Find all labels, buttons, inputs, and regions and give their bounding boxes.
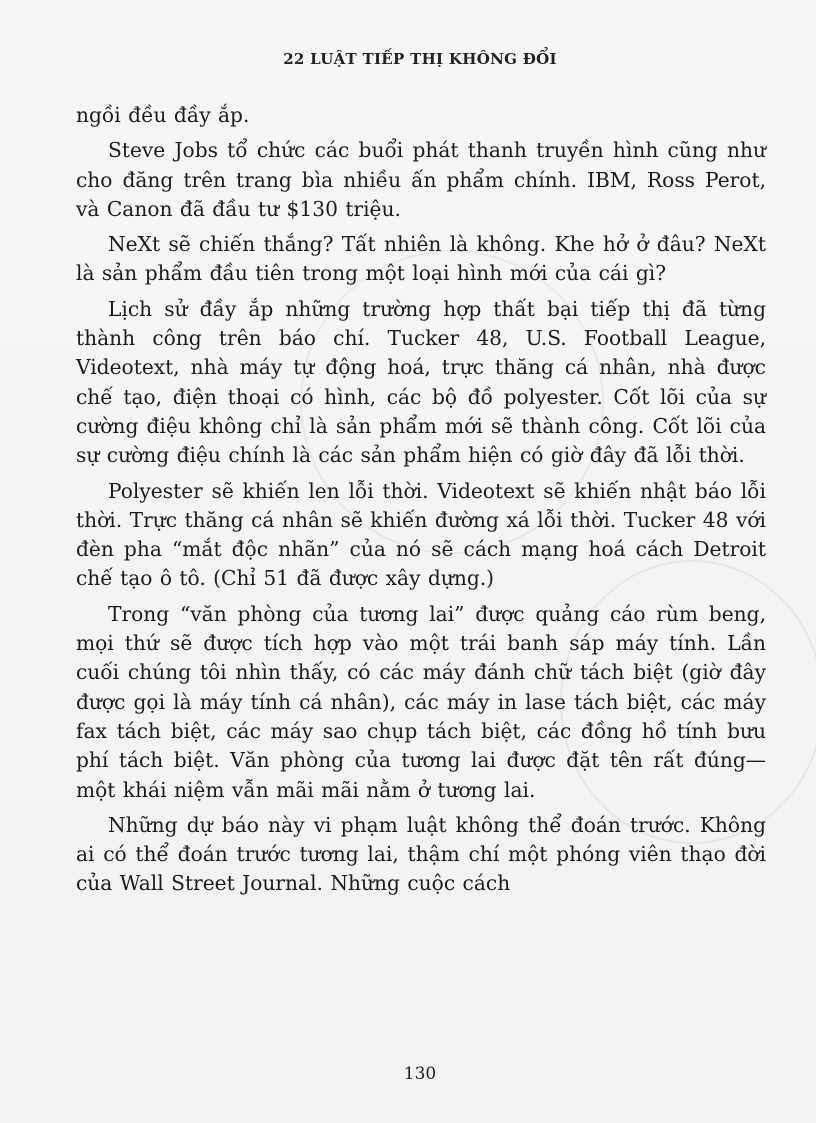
paragraph: Steve Jobs tổ chức các buổi phát thanh truyền hình cũng như cho đăng trên trang bìa nhiều ấn phẩm chính. IBM, Ross Perot, và Canon đã đầu tư $130 triệu. [76,138,766,221]
paragraph-continuation: ngồi đều đầy ắp. [76,103,250,127]
paragraph: Polyester sẽ khiến len lỗi thời. Videotext sẽ khiến nhật báo lỗi thời. Trực thăng cá nhân sẽ khiến đường xá lỗi thời. Tucker 48 với đèn pha “mắt độc nhãn” của nó sẽ cách mạng hoá cách Detroit chế tạo ô tô. (Chỉ 51 đã được xây dựng.) [76,478,766,591]
page-number: 130 [403,1064,437,1084]
paragraph: Lịch sử đầy ắp những trường hợp thất bại tiếp thị đã từng thành công trên báo chí. Tucker 48, U.S. Football League, Videotext, nhà máy tự động hoá, trực thăng cá nhân, nhà được chế tạo, điện thoại có hình, các bộ đồ polyester. Cốt lõi của sự cường điệu không chỉ là sản phẩm mới sẽ thành công. Cốt lõi của sự cường điệu chính là các sản phẩm hiện có giờ đây đã lỗi thời. [76,296,766,468]
body-text [76,101,766,905]
paragraph: NeXt sẽ chiến thắng? Tất nhiên là không. Khe hở ở đâu? NeXt là sản phẩm đầu tiên trong một loại hình mới của cái gì? [76,232,766,286]
running-header: 22 LUẬT TIẾP THỊ KHÔNG ĐỔI [283,50,557,68]
paragraph: Những dự báo này vi phạm luật không thể đoán trước. Không ai có thể đoán trước tương lai, thậm chí một phóng viên thạo đời của Wall Street Journal. Những cuộc cách [76,812,766,896]
paragraph: Trong “văn phòng của tương lai” được quảng cáo rùm beng, mọi thứ sẽ được tích hợp vào một trái banh sáp máy tính. Lần cuối chúng tôi nhìn thấy, có các máy đánh chữ tách biệt (giờ đây được gọi là máy tính cá nhân), các máy in lase tách biệt, các máy fax tách biệt, các máy sao chụp tách biệt, các đồng hồ tính bưu phí tách biệt. Văn phòng của tương lai được đặt tên rất đúng—một khái niệm vẫn mãi mãi nằm ở tương lai. [76,601,766,802]
